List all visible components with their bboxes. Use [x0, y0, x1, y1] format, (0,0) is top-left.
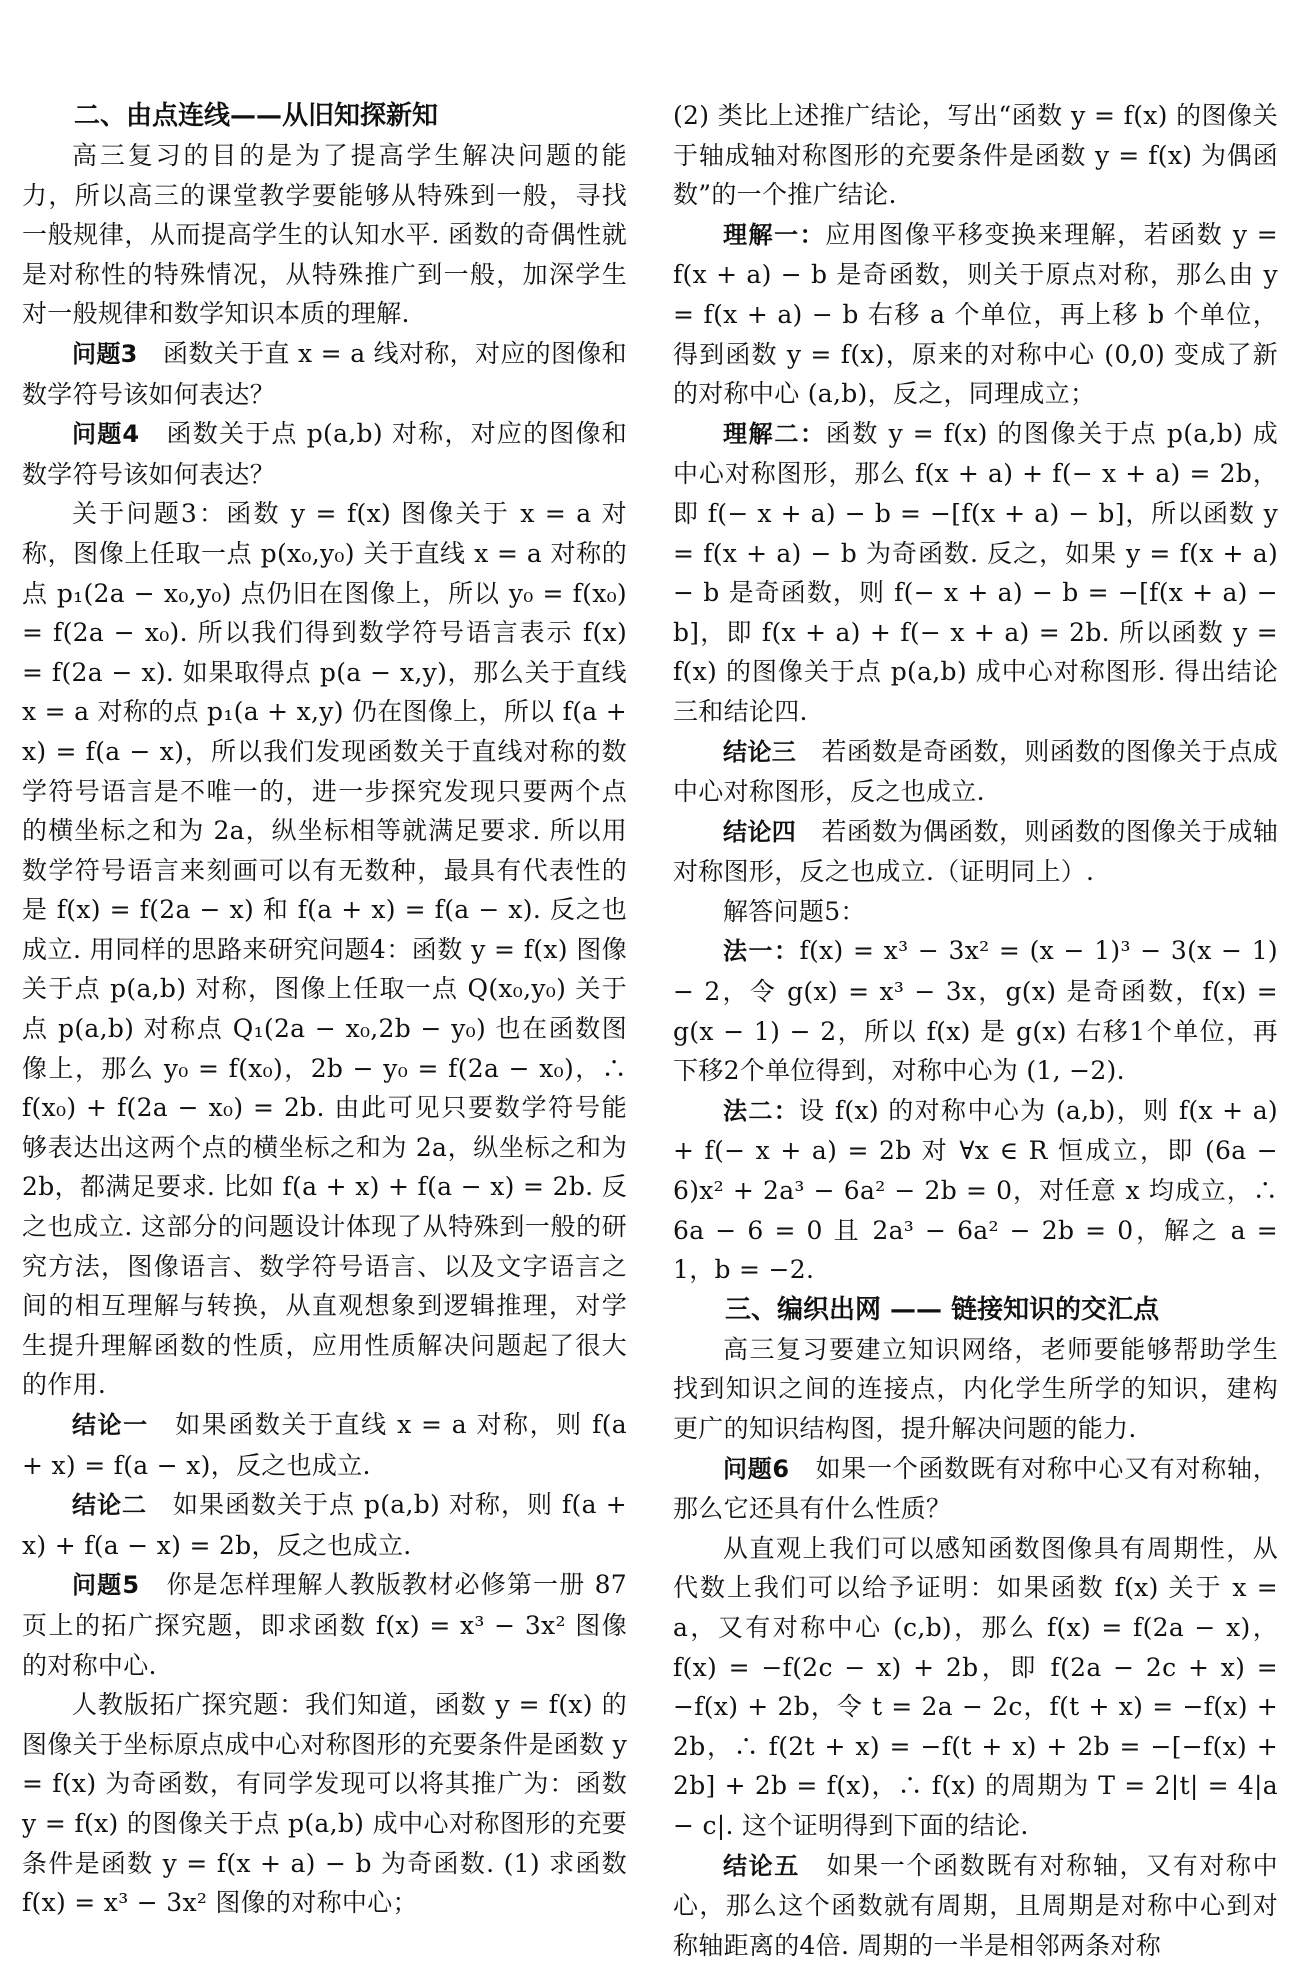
method-2-text: 设 f(x) 的对称中心为 (a,b)，则 f(x + a) + f(− x + a) = 2b 对 ∀x ∈ R 恒成立，即 (6a − 6)x² + 2a³ − 6a² − 2b = 0，对任意 x 均成立，∴ 6a − 6 = 0 且 2a³ − 6a² − 2b = 0，解之 a = 1，b = −2. — [673, 1095, 1278, 1285]
question-4-text: 函数关于点 p(a,b) 对称，对应的图像和数学符号该如何表达？ — [22, 419, 627, 489]
question-3-text: 函数关于直 x = a 线对称，对应的图像和数学符号该如何表达？ — [22, 338, 627, 409]
answer-question-5: 解答问题5： — [723, 896, 866, 926]
conclusion-2-text: 如果函数关于点 p(a,b) 对称，则 f(a + x) + f(a − x) = 2b，反之也成立. — [22, 1490, 627, 1560]
question-6-text: 如果一个函数既有对称中心又有对称轴，那么它还具有什么性质？ — [673, 1453, 1278, 1524]
conclusion-1-text: 如果函数关于直线 x = a 对称，则 f(a + x) = f(a − x)，反之也成立. — [22, 1410, 627, 1480]
conclusion-4 — [673, 812, 1278, 892]
section-2-heading: 二、由点连线——从旧知探新知 — [74, 101, 439, 131]
conclusion-2 — [22, 1485, 627, 1565]
question-6-label: 问题6 — [723, 1454, 790, 1483]
question-5-text: 你是怎样理解人教版教材必修第一册 87 页上的拓广探究题，即求函数 f(x) = x³ − 3x² 图像的对称中心. — [22, 1570, 627, 1680]
understanding-2-label: 理解二： — [723, 419, 826, 448]
textbook-exercise-continued: (2) 类比上述推广结论，写出“函数 y = f(x) 的图像关于轴成轴对称图形的充要条件是函数 y = f(x) 为偶函数”的一个推广结论. — [673, 101, 1278, 210]
conclusion-5-text: 如果一个函数既有对称轴，又有对称中心，那么这个函数就有周期，且周期是对称中心到对称轴距离的4倍. 周期的一半是相邻两条对称 — [673, 1850, 1278, 1960]
conclusion-4-text: 若函数为偶函数，则函数的图像关于成轴对称图形，反之也成立.（证明同上）. — [673, 816, 1278, 887]
method-1 — [673, 931, 1278, 1090]
conclusion-5 — [673, 1846, 1278, 1965]
conclusion-2-label: 结论二 — [72, 1491, 147, 1520]
section-3-intro: 高三复习要建立知识网络，老师要能够帮助学生找到知识之间的连接点，内化学生所学的知识，建构更广的知识结构图，提升解决问题的能力. — [673, 1334, 1278, 1443]
conclusion-5-label: 结论五 — [723, 1851, 800, 1880]
periodicity-proof: 从直观上我们可以感知函数图像具有周期性，从代数上我们可以给予证明：如果函数 f(x) 关于 x = a，又有对称中心 (c,b)，那么 f(x) = f(2a − x)，f(x) = −f(2c − x) + 2b，即 f(2a − 2c + x) = −f(x) + 2b，令 t = 2a − 2c，f(t + x) = −f(x) + 2b，∴ f(2t + x) = −f(t + x) + 2b = −[−f(x) + 2b] + 2b = f(x)，∴ f(x) 的周期为 T = 2|t| = 4|a − c|. 这个证明得到下面的结论. — [673, 1533, 1278, 1840]
method-1-text: f(x) = x³ − 3x² = (x − 1)³ − 3(x − 1) − 2，令 g(x) = x³ − 3x，g(x) 是奇函数，f(x) = g(x − 1) − 2，所以 f(x) 是 g(x) 右移1个单位，再下移2个单位得到，对称中心为 (1, −2). — [673, 936, 1278, 1086]
conclusion-3 — [673, 732, 1278, 812]
conclusion-3-text: 若函数是奇函数，则函数的图像关于点成中心对称图形，反之也成立. — [673, 736, 1278, 807]
left-column — [22, 96, 627, 1918]
question-5-label: 问题5 — [72, 1571, 140, 1600]
conclusion-1-label: 结论一 — [72, 1411, 149, 1439]
question-6 — [673, 1449, 1278, 1529]
understanding-2-text: 函数 y = f(x) 的图像关于点 p(a,b) 成中心对称图形，那么 f(x + a) + f(− x + a) = 2b，即 f(− x + a) − b = −[f(x + a) − b]，所以函数 y = f(x + a) − b 为奇函数. 反之，如果 y = f(x + a) − b 是奇函数，则 f(− x + a) − b = −[f(x + a) − b]，即 f(x + a) + f(− x + a) = 2b. 所以函数 y = f(x) 的图像关于点 p(a,b) 成中心对称图形. 得出结论三和结论四. — [673, 418, 1279, 726]
section-3-heading: 三、编织出网 —— 链接知识的交汇点 — [725, 1294, 1160, 1325]
textbook-exercise: 人教版拓广探究题：我们知道，函数 y = f(x) 的图像关于坐标原点成中心对称图形的充要条件是函数 y = f(x) 为奇函数，有同学发现可以将其推广为：函数 y = f(x) 的图像关于点 p(a,b) 成中心对称图形的充要条件是函数 y = f(x + a) − b 为奇函数. (1) 求函数 f(x) = x³ − 3x² 图像的对称中心； — [22, 1690, 627, 1918]
understanding-2 — [673, 414, 1278, 732]
understanding-1-label: 理解一： — [723, 220, 826, 249]
understanding-1-text: 应用图像平移变换来理解，若函数 y = f(x + a) − b 是奇函数，则关于原点对称，那么由 y = f(x + a) − b 右移 a 个单位，再上移 b 个单位，得到函数 y = f(x)，原来的对称中心 (0,0) 变成了新的对称中心 (a,b)，反之，同理成立； — [673, 219, 1279, 409]
method-2-label: 法二： — [723, 1096, 800, 1125]
right-column — [673, 96, 1279, 1960]
question-3-label: 问题3 — [72, 339, 138, 368]
understanding-1 — [673, 215, 1278, 414]
section-2-intro: 高三复习的目的是为了提高学生解决问题的能力，所以高三的课堂教学要能够从特殊到一般，寻找一般规律，从而提高学生的认知水平. 函数的奇偶性就是对称性的特殊情况，从特殊推广到一般，加深学生对一般规律和数学知识本质的理解. — [22, 141, 627, 329]
question-4-label: 问题4 — [72, 420, 140, 449]
method-1-label: 法一： — [723, 937, 800, 966]
question-5 — [22, 1565, 627, 1685]
method-2 — [673, 1091, 1278, 1290]
question-4 — [22, 414, 627, 494]
conclusion-3-label: 结论三 — [723, 737, 797, 766]
conclusion-4-label: 结论四 — [723, 817, 797, 846]
question-3 — [22, 334, 627, 414]
question-3-4-analysis: 关于问题3：函数 y = f(x) 图像关于 x = a 对称，图像上任取一点 p(x₀,y₀) 关于直线 x = a 对称的点 p₁(2a − x₀,y₀) 点仍旧在图像上，所以 y₀ = f(x₀) = f(2a − x₀). 所以我们得到数学符号语言表示 f(x) = f(2a − x). 如果取得点 p(a − x,y)，那么关于直线 x = a 对称的点 p₁(a + x,y) 仍在图像上，所以 f(a + x) = f(a − x)，所以我们发现函数关于直线对称的数学符号语言是不唯一的，进一步探究发现只要两个点的横坐标之和为 2a，纵坐标相等就满足要求. 所以用数学符号语言来刻画可以有无数种，最具有代表性的是 f(x) = f(2a − x) 和 f(a + x) = f(a − x). 反之也成立. 用同样的思路来研究问题4：函数 y = f(x) 图像关于点 p(a,b) 对称，图像上任取一点 Q(x₀,y₀) 关于点 p(a,b) 对称点 Q₁(2a − x₀,2b − y₀) 也在函数图像上，那么 y₀ = f(x₀)，2b − y₀ = f(2a − x₀)，∴ f(x₀) + f(2a − x₀) = 2b. 由此可见只要数学符号能够表达出这两个点的横坐标之和为 2a，纵坐标之和为 2b，都满足要求. 比如 f(a + x) + f(a − x) = 2b. 反之也成立. 这部分的问题设计体现了从特殊到一般的研究方法，图像语言、数学符号语言、以及文字语言之间的相互理解与转换，从直观想象到逻辑推理，对学生提升理解函数的性质，应用性质解决问题起了很大的作用. — [22, 499, 627, 1400]
conclusion-1 — [22, 1405, 627, 1485]
